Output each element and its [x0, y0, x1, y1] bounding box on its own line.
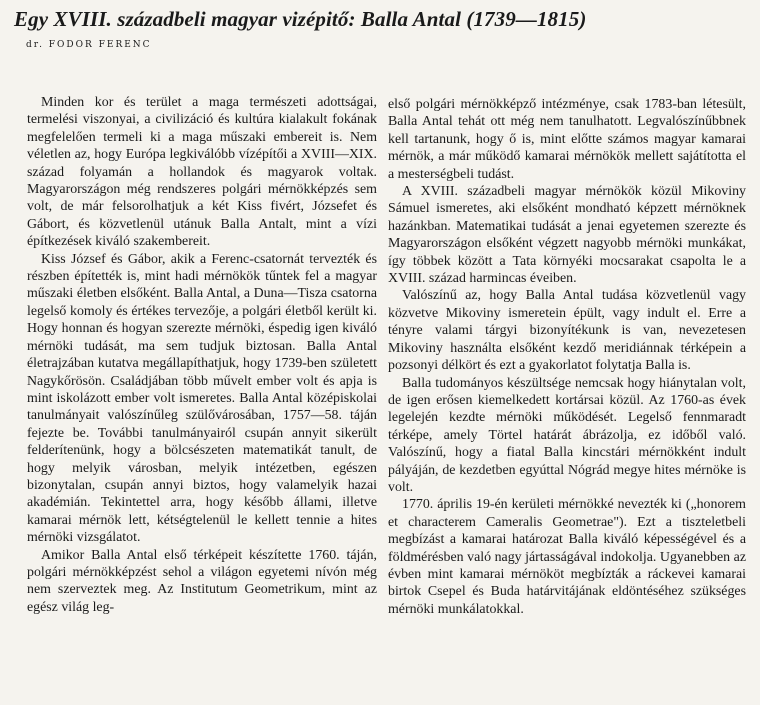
article-author: dr. FODOR FERENC [26, 40, 152, 50]
paragraph: Valószínű az, hogy Balla Antal tudása közvetlenül vagy közvetve Mikoviny ismeretein épült, vagy indult el. Erre a tényre valami tárgyi bizonyítékunk is van, nevezetesen Mikoviny használta elsőként kezdő meridiánnak térképein a pozsonyi délkört és ezt a gyakorlatot folytatja Balla is. [388, 288, 746, 374]
article-title: Egy XVIII. századbeli magyar vizépitő: Balla Antal (1739—1815) [14, 7, 587, 31]
paragraph: Amikor Balla Antal első térképeit készítette 1760. táján, polgári mérnökképzést sehol a világon egyetemi nívón még nem szerveztek meg. Az Institutum Geometrikum, mint az egész világ leg- [27, 547, 377, 615]
left-column [27, 94, 377, 616]
paragraph: Kiss József és Gábor, akik a Ferenc-csatornát tervezték és részben építették is, mint hadi mérnökök tűntek fel a magyar műszaki életben elsőként. Balla Antal, a Duna—Tisza csatorna legelső komoly és értékes tervezője, a polgári életből került ki. Hogy honnan és hogyan szerezte mérnöki, éspedig igen kiváló mérnöki tudását, ma sem tudjuk biztosan. Balla Antal életrajzában kutatva megállapíthatjuk, hogy 1739-ben született Nagykőrösön. Családjában több művelt ember volt és apja is mint iskolázott ember volt ismeretes. Balla Antal középiskolai tanulmányait valószínűleg szülővárosában, 1757—58. táján fejezte be. További tanulmányairól csupán annyit sikerült felderítenünk, hogy a bölcsészeten matematikát tanult, de hogy melyik városban, melyik intézetben, egészen bizonytalan, csupán annyi biztos, hogy valamelyik hazai akadémián. Tekintettel arra, hogy később állami, illetve kamarai mérnök lett, kétségtelenül le kellett tennie a hites mérnöki vizsgálatot. [27, 251, 377, 546]
right-column [388, 96, 746, 618]
paragraph: Minden kor és terület a maga természeti adottságai, termelési viszonyai, a civilizáció és kultúra kialakult fokának megfelelően termeli ki a maga műszaki embereit is. Nem véletlen az, hogy Európa legkiválóbb vízépítői a XVIII—XIX. század folyamán a hollandok és magyarok voltak. Magyarországon még rendszeres polgári mérnökképzés sem volt, de már felsorolhatjuk a két Kiss fivért, Józsefet és Gábort, és közvetlenül utánuk Balla Antalt, mint a vízi építkezések kiváló szakembereit. [27, 95, 377, 250]
paragraph: 1770. április 19-én kerületi mérnökké nevezték ki („honorem et characterem Cameralis Geometrae"). Ezt a tiszteletbeli megbízást a kamarai határozat Balla kiváló képességével és a földmérésben való nagy jártasságával indokolja. Ugyanebben az évben mint kamarai mérnököt megbízták a ráckevei kamarai birtok Csepel és Buda határvitájának eldöntéséhez szükséges mérnöki munkálatokkal. [388, 497, 746, 617]
paragraph: első polgári mérnökképző intézménye, csak 1783-ban létesült, Balla Antal tehát ott még nem tanulhatott. Legvalószínűbbnek kell tartanunk, hogy ő is, mint előtte számos magyar kamarai mérnök, a már működő kamarai mérnökök mellett sajátította el a mesterségbeli tudást. [388, 97, 746, 182]
paragraph: Balla tudományos készültsége nemcsak hogy hiánytalan volt, de igen erősen kiemelkedett kortársai közül. Az 1760-as évek legelején kezdte mérnöki működését. Legelső fennmaradt térképe, amely Törtel határát ábrázolja, ez időből való. Valószínű, hogy a fiatal Balla kincstári mérnökként indult pályáján, de kezdetben egyúttal Nógrád megye hites mérnöke is volt. [388, 375, 746, 495]
paragraph: A XVIII. századbeli magyar mérnökök közül Mikoviny Sámuel ismeretes, aki elsőként mondható képzett mérnöknek hazánkban. Matematikai tudását a jenai egyetemen szerezte és Magyarországon elsőként végzett nagyobb mérnöki munkákat, így többek között a Tata környéki mocsarakat csapolta le a XVIII. század harmincas éveiben. [388, 184, 746, 287]
